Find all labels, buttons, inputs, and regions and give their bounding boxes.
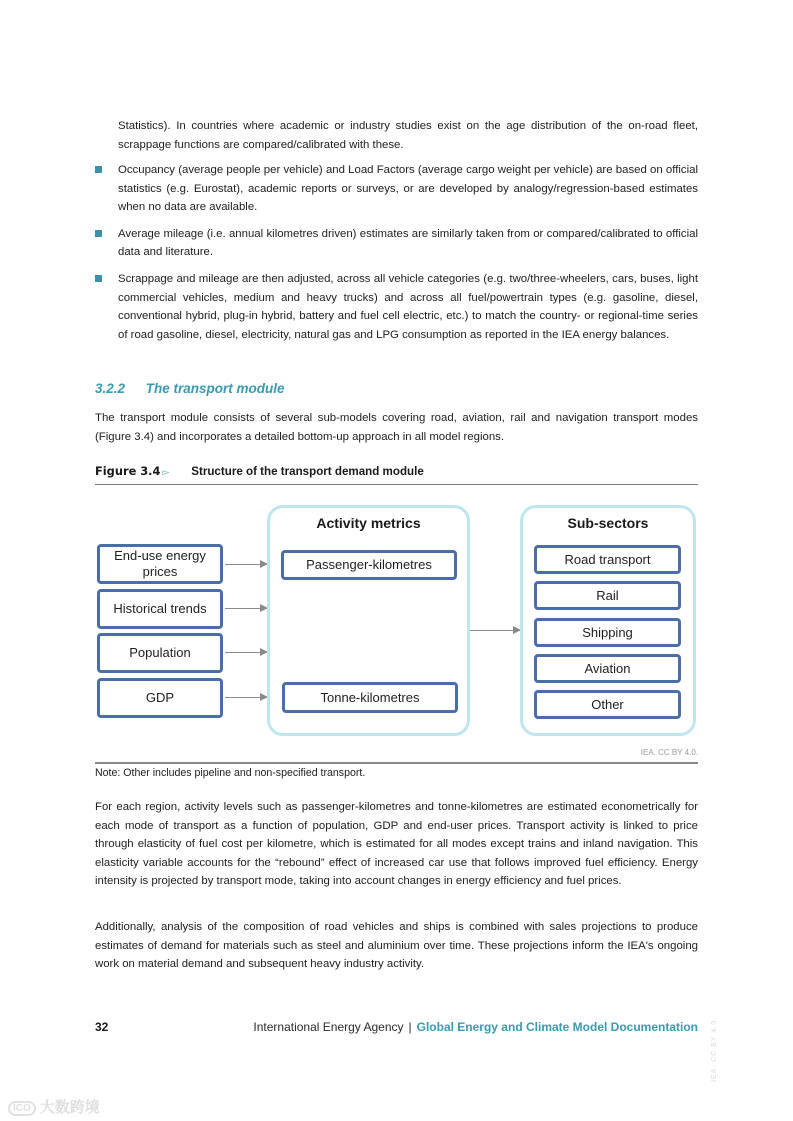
footer-document-title: Global Energy and Climate Model Documentation xyxy=(416,1020,698,1034)
bullet-text: Occupancy (average people per vehicle) and Load Factors (average cargo weight per vehicle) are based on official statistics (e.g. Eurostat), academic reports or surveys, or are developed by analogy/regression-based estimates when no data are available. xyxy=(118,164,698,214)
triangle-marker-icon: ▻ xyxy=(162,468,170,478)
continuation-paragraph: Statistics). In countries where academic or industry studies exist on the age distribution of the on-road fleet, scrappage functions are compared/calibrated with these. xyxy=(118,120,698,151)
section-number: 3.2.2 xyxy=(95,381,126,396)
square-bullet-icon xyxy=(95,275,102,282)
input-node-population: Population xyxy=(97,633,223,673)
arrow-icon xyxy=(225,564,267,565)
body-paragraph: For each region, activity levels such as passenger-kilometres and tonne-kilometres are estimated econometrically for each mode of transport as a function of population, GDP and end-user prices. Transport activity is linked to price through elasticity of fuel cost per kilometre, which is estimated for all modes except trains and inland navigation. This elasticity variable accounts for the “rebound” effect of increased car use that follows improved fuel efficiency. Energy intensity is projected by transport mode, taking into account changes in energy efficiency and fuel prices. xyxy=(95,801,698,888)
figure-title: Structure of the transport demand module xyxy=(191,465,424,478)
section-title: The transport module xyxy=(145,381,285,396)
input-node-end-use-energy-prices: End-use energy prices xyxy=(97,544,223,584)
input-node-historical-trends: Historical trends xyxy=(97,589,223,629)
page-number: 32 xyxy=(95,1020,109,1034)
bullet-item xyxy=(94,270,698,344)
sub-sector-shipping: Shipping xyxy=(534,618,681,647)
sub-sector-other: Other xyxy=(534,690,681,719)
transport-demand-diagram xyxy=(95,500,698,745)
bullet-list xyxy=(94,161,698,352)
footer-organization: International Energy Agency xyxy=(253,1020,404,1034)
figure-credit: IEA. CC BY 4.0. xyxy=(95,748,698,764)
activity-metrics-title: Activity metrics xyxy=(316,515,421,531)
body-paragraph: Additionally, analysis of the composition of road vehicles and ships is combined with sales projections to produce estimates of demand for materials such as steel and aluminium over time. These projections inform the IEA's ongoing work on material demand and subsequent heavy industry activity. xyxy=(95,921,698,971)
bullet-item xyxy=(94,225,698,262)
arrow-icon xyxy=(470,630,520,631)
square-bullet-icon xyxy=(95,166,102,173)
section-heading xyxy=(95,381,285,396)
figure-note: Note: Other includes pipeline and non-specified transport. xyxy=(95,767,366,779)
activity-node-tonne-km: Tonne-kilometres xyxy=(282,682,458,713)
arrow-icon xyxy=(225,697,267,698)
watermark xyxy=(8,1096,100,1117)
side-license-text: IEA. CC BY 4.0. xyxy=(711,1016,718,1082)
footer-title xyxy=(253,1020,698,1034)
bullet-text: Average mileage (i.e. annual kilometres driven) estimates are similarly taken from or compared/calibrated to official data and literature. xyxy=(118,227,698,259)
activity-node-passenger-km: Passenger-kilometres xyxy=(281,550,457,580)
footer-separator: | xyxy=(408,1020,412,1034)
sub-sector-aviation: Aviation xyxy=(534,654,681,683)
section-intro: The transport module consists of several sub-models covering road, aviation, rail and navigation transport modes (Figure 3.4) and incorporates a detailed bottom-up approach in all model regions. xyxy=(95,412,698,443)
watermark-text: 大数跨境 xyxy=(39,1099,100,1116)
activity-metrics-group xyxy=(267,505,470,736)
square-bullet-icon xyxy=(95,230,102,237)
figure-label: Figure 3.4 ▻ xyxy=(95,464,170,478)
sub-sector-road-transport: Road transport xyxy=(534,545,681,574)
figure-caption xyxy=(95,464,698,485)
arrow-icon xyxy=(225,608,267,609)
arrow-icon xyxy=(225,652,267,653)
bullet-item xyxy=(94,161,698,217)
input-node-gdp: GDP xyxy=(97,678,223,718)
bullet-text: Scrappage and mileage are then adjusted, across all vehicle categories (e.g. two/three-wheelers, cars, buses, light commercial vehicles, medium and heavy trucks) and across all fuel/powertrain types (e.g. gasoline, diesel, conventional hybrid, plug-in hybrid, battery and fuel cell electric, etc.) to match the country- or regional-time series of road gasoline, diesel, electricity, natural gas and LPG consumption as reported in the IEA energy balances. xyxy=(118,272,698,341)
sub-sectors-title: Sub-sectors xyxy=(567,515,649,531)
sub-sector-rail: Rail xyxy=(534,581,681,610)
watermark-logo-icon: ICO xyxy=(8,1101,36,1116)
sub-sectors-group xyxy=(520,505,696,736)
